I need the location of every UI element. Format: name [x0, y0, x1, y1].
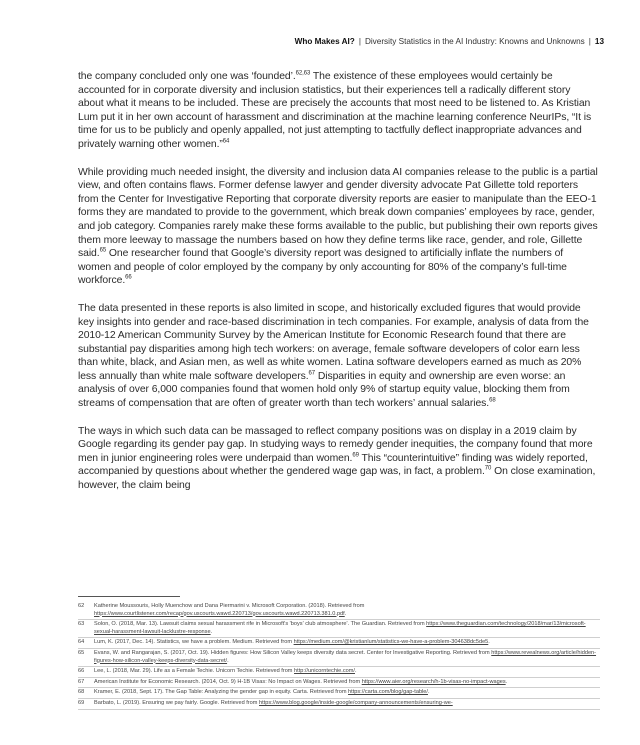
footnotes	[78, 603, 600, 711]
footnote-citation: Solon, O. (2018, Mar. 13). Lawsuit claims sexual harassment rife in Microsoft's 'boys' club atmosphere'. The Guardian. Retrieved from	[94, 621, 427, 628]
text-run: One researcher found that Google’s diversity report was designed to artificially inflate the numbers of women and people of color employed by the company by only accounting for 80% of the company’s full-time workforce.	[78, 248, 567, 287]
footnote-63	[78, 621, 600, 638]
report-title: Who Makes AI?	[294, 37, 355, 46]
footnote-62	[78, 603, 600, 620]
footnote-ref[interactable]: 70	[484, 465, 492, 472]
footnote-69	[78, 700, 600, 710]
footnote-link[interactable]: https://www.revealnews.org/article/hidden-figures-how-silicon-valley-keeps-diversity-data-secret/	[94, 649, 597, 664]
footnote-end: .	[354, 668, 357, 675]
footnote-citation: Katherine Moussouris, Holly Muenchow and Dana Piermarini v. Microsoft Corporation. (2018). Retrieved from	[94, 603, 365, 609]
footnote-end: .	[505, 678, 508, 685]
footnote-end: .	[344, 610, 347, 617]
text-run: the company concluded only one was ‘founded’.	[78, 71, 296, 82]
text-run: Disparities in equity and ownership are even worse: an analysis of over 6,000 companies found that women hold only 9% of startup equity value, blocking them from streams of compensation that are often of greater worth than tech workers’ annual salaries.	[78, 370, 570, 410]
footnote-end: .	[210, 628, 213, 635]
footnote-citation: Lum, K. (2017, Dec. 14). Statistics, we have a problem. Medium. Retrieved from	[94, 639, 294, 646]
body-text	[78, 70, 598, 507]
footnote-end: .	[227, 657, 229, 664]
footnote-number: 69	[78, 699, 85, 706]
footnote-number: 67	[78, 678, 85, 685]
footnote-ref[interactable]: 67	[308, 370, 316, 377]
footnote-number: 66	[78, 668, 85, 675]
footnote-text	[94, 679, 600, 687]
footnote-citation: Lee, L. (2018, Mar. 29). Life as a Female Techie. Unicorn Techie. Retrieved from	[94, 668, 295, 675]
footnote-rule	[78, 596, 180, 597]
footnote-end: .	[488, 639, 490, 646]
footnote-64	[78, 639, 600, 649]
footnote-link[interactable]: https://www.blog.google/inside-google/company-announcements/ensuring-we-	[259, 699, 453, 706]
footnote-66	[78, 668, 600, 678]
footnote-citation: American Institute for Economic Research. (2014, Oct. 9) H-1B Visas: No Impact on Wages. Retrieved from	[94, 678, 362, 685]
header-separator: |	[358, 37, 361, 46]
footnote-number: 63	[78, 621, 85, 628]
text-run: This “counterintuitive” finding was widely reported, accompanied by questions about whether the gendered wage gap was, in fact, a problem.	[78, 452, 588, 478]
footnote-67	[78, 679, 600, 689]
text-run: On close examination, however, the claim being	[78, 466, 596, 492]
footnote-text	[94, 700, 600, 708]
footnote-citation: Kramer, E. (2018, Sept. 17). The Gap Table: Analyzing the gender gap in equity. Carta. Retrieved from	[94, 689, 349, 696]
footnote-link[interactable]: https://medium.com/@kristianlum/statistics-we-have-a-problem-304638dc5de5	[293, 639, 489, 646]
footnote-text	[94, 668, 600, 676]
footnote-ref[interactable]: 69	[352, 452, 359, 459]
body-paragraph	[78, 70, 598, 152]
footnote-text	[94, 621, 600, 636]
header-separator: |	[588, 37, 591, 46]
footnote-ref[interactable]: 66	[125, 274, 132, 281]
body-paragraph	[78, 166, 598, 288]
chapter-title: Diversity Statistics in the AI Industry: Knowns and Unknowns	[364, 37, 585, 46]
footnote-ref[interactable]: 65	[99, 247, 107, 254]
running-header	[295, 37, 604, 46]
footnote-link[interactable]: http://unicorntechie.com/	[294, 668, 355, 675]
footnote-text	[94, 650, 600, 665]
footnote-link[interactable]: https://www.aier.org/research/h-1b-visas-no-impact-wages	[361, 678, 506, 685]
footnote-text	[94, 603, 600, 618]
body-paragraph	[78, 302, 598, 411]
text-run: The data presented in these reports is also limited in scope, and historically excluded figures that would provide key insights into gender and race-based discrimination in tech companies. For example, analysis of data from the 2010-12 American Community Survey by the American Institute for Economic Research found that there are substantial pay disparities among high tech workers: on average, female software developers of color earn less than white, black, and Asian men, as well as white women. Latina software developers earned as much as 20% less annually than white male software developers.	[78, 302, 589, 382]
text-run: The existence of these employees would certainly be accounted for in corporate diversity and inclusion statistics, but their experiences tell a radically different story about what it means to be included. These are precisely the accounts that most need to be listened to. As Kristian Lum put it in her own account of harassment and discrimination at the machine learning conference NeurIPs, “It is time for us to be publicly and openly appalled, not just attempting to tactfully deflect inappropriate advances and privately warning other women.”	[78, 71, 592, 150]
text-run: The ways in which such data can be massaged to reflect company positions was on display in a 2019 claim by Google regarding its gender pay gap. In studying ways to remedy gender inequities, the company found that more men in junior engineering roles were underpaid than women.	[78, 425, 593, 464]
body-paragraph	[78, 425, 598, 493]
footnote-number: 64	[78, 639, 85, 646]
footnote-number: 68	[78, 689, 85, 696]
footnote-ref[interactable]: 64	[222, 138, 230, 145]
footnote-end: .	[427, 689, 430, 696]
footnote-68	[78, 689, 600, 699]
footnote-citation: Evans, W. and Rangarajan, S. (2017, Oct. 19). Hidden figures: How Silicon Valley keeps diversity data secret. Center for Investigative Reporting. Retrieved from	[94, 649, 492, 656]
footnote-citation: Barbato, L. (2019). Ensuring we pay fairly. Google. Retrieved from	[94, 699, 259, 706]
footnote-text	[94, 689, 600, 697]
footnote-ref[interactable]: 62,63	[295, 70, 311, 77]
text-run: While providing much needed insight, the diversity and inclusion data AI companies release to the public is a partial view, and often contains flaws. Former defense lawyer and gender diversity advocate Pat Gillette told reporters from the Center for Investigative Reporting that corporate diversity reports are easier to manipulate than the EEO-1 forms they are mandated to provide to the government, which break down companies’ employees by race, gender, and job category. Companies rarely make these forms available to the public, but publishing their own reports gives them more leeway to massage the numbers based on how they define terms like race, gender, and role, Gillette said.	[78, 166, 598, 260]
footnote-link[interactable]: https://www.courtlistener.com/recap/gov.uscourts.wawd.220713/gov.uscourts.wawd.220713.381.0.pdf	[94, 610, 345, 617]
page-number: 13	[594, 37, 604, 46]
footnote-text	[94, 639, 600, 647]
footnote-number: 65	[78, 649, 85, 656]
footnote-ref[interactable]: 68	[489, 397, 496, 404]
footnote-65	[78, 650, 600, 667]
footnote-number: 62	[78, 603, 85, 609]
footnote-link[interactable]: https://carta.com/blog/gap-table/	[348, 689, 428, 696]
footnote-link[interactable]: https://www.theguardian.com/technology/2018/mar/13/microsoft-sexual-harassment-lawsuit-lacklustre-response	[94, 621, 586, 635]
